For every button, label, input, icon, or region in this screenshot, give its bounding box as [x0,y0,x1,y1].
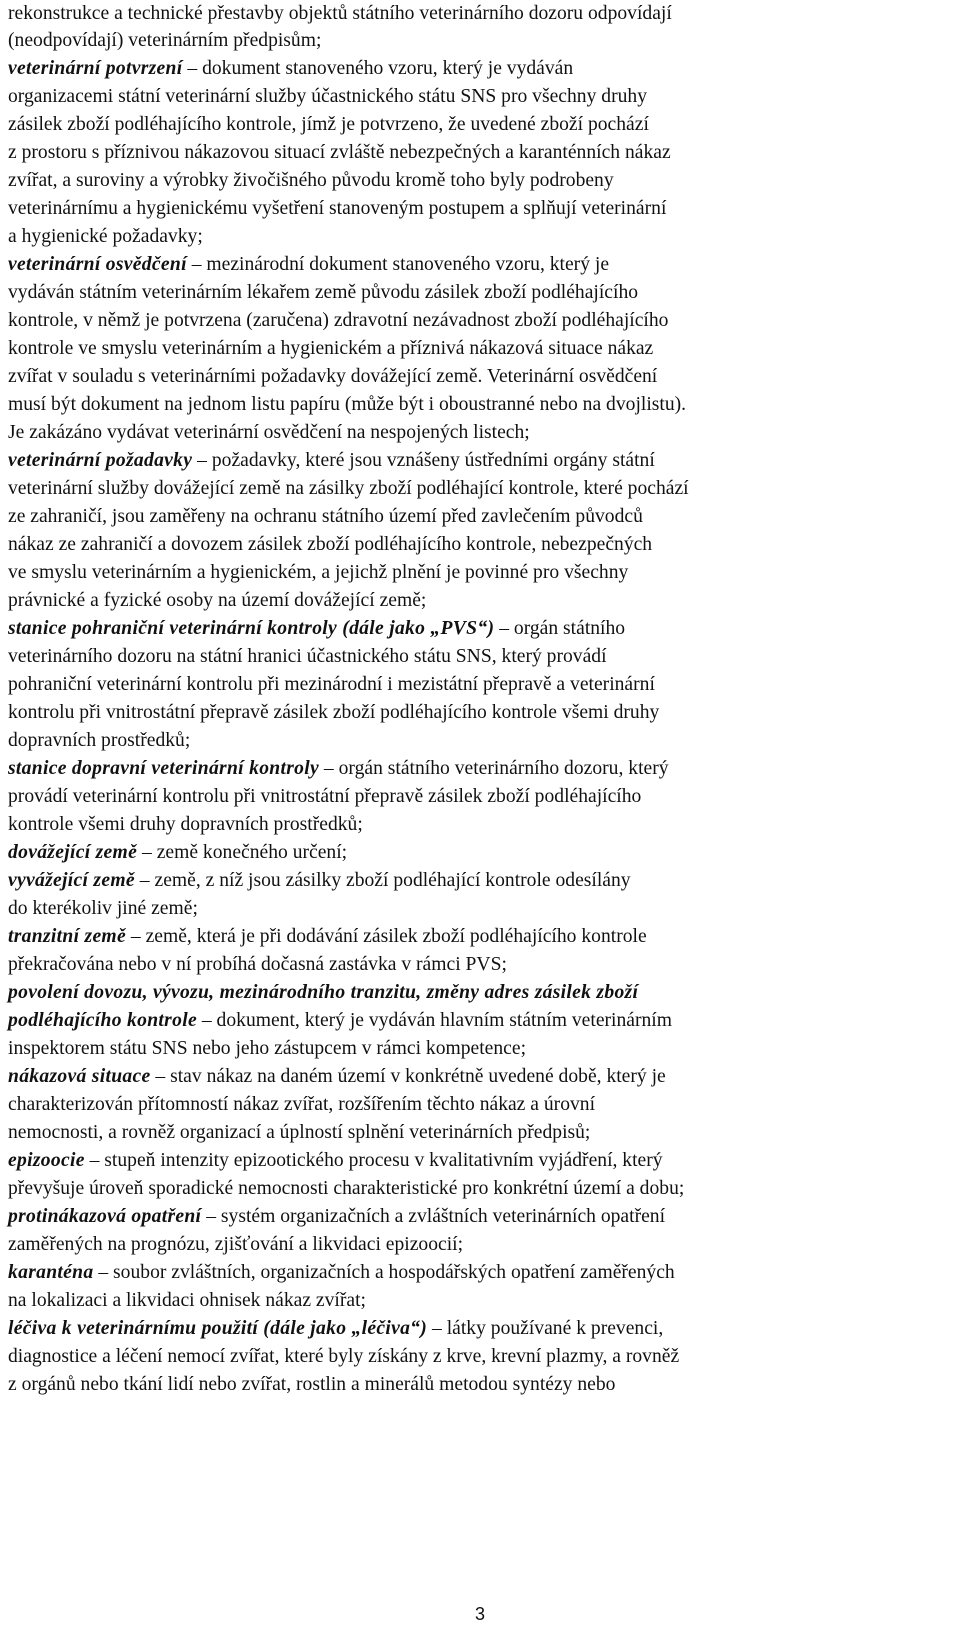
line-text: – orgán státního [494,618,626,639]
text-line [8,1287,366,1315]
line-text: diagnostice a léčení nemocí zvířat, které byly získány z krve, krevní plazmy, a rovněž [8,1346,680,1367]
line-text: – požadavky, které jsou vznášeny ústředními orgány státní [192,450,655,471]
defined-term: léčiva k veterinárnímu použití (dále jako „léčiva“) [8,1318,428,1339]
text-line [8,195,666,223]
text-line [8,223,203,251]
defined-term: veterinární požadavky [8,450,193,471]
text-line [8,951,507,979]
defined-term: podléhajícího kontrole [8,1010,197,1031]
page-number: 3 [474,1604,485,1624]
line-text: provádí veterinární kontrolu při vnitrostátní přepravě zásilek zboží podléhajícího [8,786,642,807]
line-text: inspektorem státu SNS nebo jeho zástupcem v rámci kompetence; [8,1038,527,1059]
line-text: pohraniční veterinární kontrolu při mezinárodní i mezistátní přepravě a veterinární [8,674,655,695]
line-text: kontrole všemi druhy dopravních prostředků; [8,814,363,835]
text-line [8,475,689,503]
line-text: – systém organizačních a zvláštních veterinárních opatření [201,1206,666,1227]
text-line [8,1259,675,1287]
text-line [8,1231,463,1259]
line-text: z prostoru s příznivou nákazovou situací zvláště nebezpečných a karanténních nákaz [8,142,671,163]
text-line [8,363,657,391]
text-line [8,251,609,279]
text-line [8,755,669,783]
line-text: – dokument stanoveného vzoru, který je vydáván [182,58,574,79]
line-text: rekonstrukce a technické přestavby objektů státního veterinárního dozoru odpovídají [8,3,672,24]
line-text: překračována nebo v ní probíhá dočasná zastávka v rámci PVS; [8,954,507,975]
defined-term: povolení dovozu, vývozu, mezinárodního tranzitu, změny adres zásilek zboží [8,982,639,1003]
line-text: vydáván státním veterinárním lékařem země původu zásilek zboží podléhajícího [8,282,639,303]
text-line [8,307,668,335]
line-text: veterinárnímu a hygienickému vyšetření stanoveným postupem a splňují veterinární [8,198,667,219]
line-text: zaměřených na prognózu, zjišťování a likvidaci epizoocií; [8,1234,464,1255]
defined-term: karanténa [8,1262,94,1283]
line-text: na lokalizaci a likvidaci ohnisek nákaz zvířat; [8,1290,366,1311]
text-line [8,1343,679,1371]
line-text: do kterékoliv jiné země; [8,898,198,919]
line-text: – země, z níž jsou zásilky zboží podléhající kontrole odesílány [134,870,631,891]
line-text: zásilek zboží podléhajícího kontrole, jímž je potvrzeno, že uvedené zboží pochází [8,114,649,135]
line-text: převyšuje úroveň sporadické nemocnosti charakteristické pro konkrétní území a dobu; [8,1178,685,1199]
line-text: ve smyslu veterinárním a hygienickém, a jejichž plnění je povinné pro všechny [8,562,629,583]
line-text: z orgánů nebo tkání lidí nebo zvířat, rostlin a minerálů metodou syntézy nebo [8,1374,616,1395]
line-text: musí být dokument na jednom listu papíru (může být i oboustranné nebo na dvojlistu). [8,394,687,415]
defined-term: veterinární osvědčení [8,254,187,275]
text-line [8,335,653,363]
defined-term: tranzitní země [8,926,126,947]
document-page [8,0,952,1639]
defined-term: stanice dopravní veterinární kontroly [8,758,320,779]
line-text: kontrolu při vnitrostátní přepravě zásilek zboží podléhajícího kontrole všemi druhy [8,702,660,723]
text-line [8,27,321,55]
text-line [8,1315,663,1343]
text-line [8,1035,526,1063]
defined-term: stanice pohraniční veterinární kontroly (dále jako „PVS“) [8,618,495,639]
text-line [8,503,643,531]
line-text: – soubor zvláštních, organizačních a hospodářských opatření zaměřených [93,1262,675,1283]
text-line [8,1119,590,1147]
line-text: Je zakázáno vydávat veterinární osvědčení na nespojených listech; [8,422,530,443]
text-line [8,279,638,307]
line-text: kontrole, v němž je potvrzena (zaručena) zdravotní nezávadnost zboží podléhajícího [8,310,669,331]
line-text: nákaz ze zahraničí a dovozem zásilek zboží podléhajícího kontrole, nebezpečných [8,534,653,555]
line-text: veterinární služby dovážející země na zásilky zboží podléhající kontrole, které pochází [8,478,689,499]
line-text: – stupeň intenzity epizootického procesu v kvalitativním vyjádření, který [84,1150,663,1171]
defined-term: epizoocie [8,1150,85,1171]
text-line [8,419,530,447]
text-line [8,1091,595,1119]
text-line [8,1147,663,1175]
text-line [8,699,659,727]
line-text: zvířat, a suroviny a výrobky živočišného původu kromě toho byly podrobeny [8,170,614,191]
text-line [8,55,573,83]
line-text: – dokument, který je vydáván hlavním státním veterinárním [196,1010,672,1031]
text-line [8,391,686,419]
text-line [8,111,649,139]
defined-term: vyvážející země [8,870,135,891]
line-text: charakterizován přítomností nákaz zvířat, rozšířením těchto nákaz a úrovní [8,1094,596,1115]
text-line [8,587,426,615]
line-text: a hygienické požadavky; [8,226,203,247]
text-line [8,923,647,951]
line-text: zvířat v souladu s veterinárními požadavky dovážející země. Veterinární osvědčení [8,366,658,387]
text-line [8,1063,666,1091]
defined-term: dovážející země [8,842,138,863]
text-line [8,979,638,1007]
line-text: veterinárního dozoru na státní hranici účastnického státu SNS, který provádí [8,646,607,667]
line-text: právnické a fyzické osoby na území dovážející země; [8,590,427,611]
text-line [8,839,347,867]
text-line [8,1203,665,1231]
line-text: kontrole ve smyslu veterinárním a hygienickém a příznivá nákazová situace nákaz [8,338,654,359]
line-text: (neodpovídají) veterinárním předpisům; [8,30,322,51]
text-line [8,139,671,167]
line-text: dopravních prostředků; [8,730,191,751]
line-text: ze zahraničí, jsou zaměřeny na ochranu státního území před zavlečením původců [8,506,643,527]
line-text: – mezinárodní dokument stanoveného vzoru, který je [186,254,610,275]
text-line [8,643,607,671]
text-line [8,167,614,195]
text-line [8,1175,684,1203]
defined-term: protinákazová opatření [8,1206,202,1227]
text-line [8,615,625,643]
text-line [8,83,647,111]
line-text: – země, která je při dodávání zásilek zboží podléhajícího kontrole [125,926,647,947]
line-text: – orgán státního veterinárního dozoru, který [319,758,669,779]
line-text: nemocnosti, a rovněž organizací a úplností splnění veterinárních předpisů; [8,1122,591,1143]
text-line [8,727,190,755]
text-line [8,867,631,895]
text-line [8,559,628,587]
text-line [8,447,655,475]
line-text: – látky používané k prevenci, [427,1318,664,1339]
text-line [8,1371,615,1399]
text-line [8,1007,672,1035]
text-line [8,783,641,811]
text-line [8,895,198,923]
defined-term: nákazová situace [8,1066,151,1087]
text-line [8,531,652,559]
line-text: – stav nákaz na daném území v konkrétně uvedené době, který je [150,1066,666,1087]
line-text: – země konečného určení; [137,842,348,863]
text-line [8,811,363,839]
text-line [8,671,655,699]
text-line [8,0,672,28]
defined-term: veterinární potvrzení [8,58,183,79]
line-text: organizacemi státní veterinární služby účastnického státu SNS pro všechny druhy [8,86,647,107]
